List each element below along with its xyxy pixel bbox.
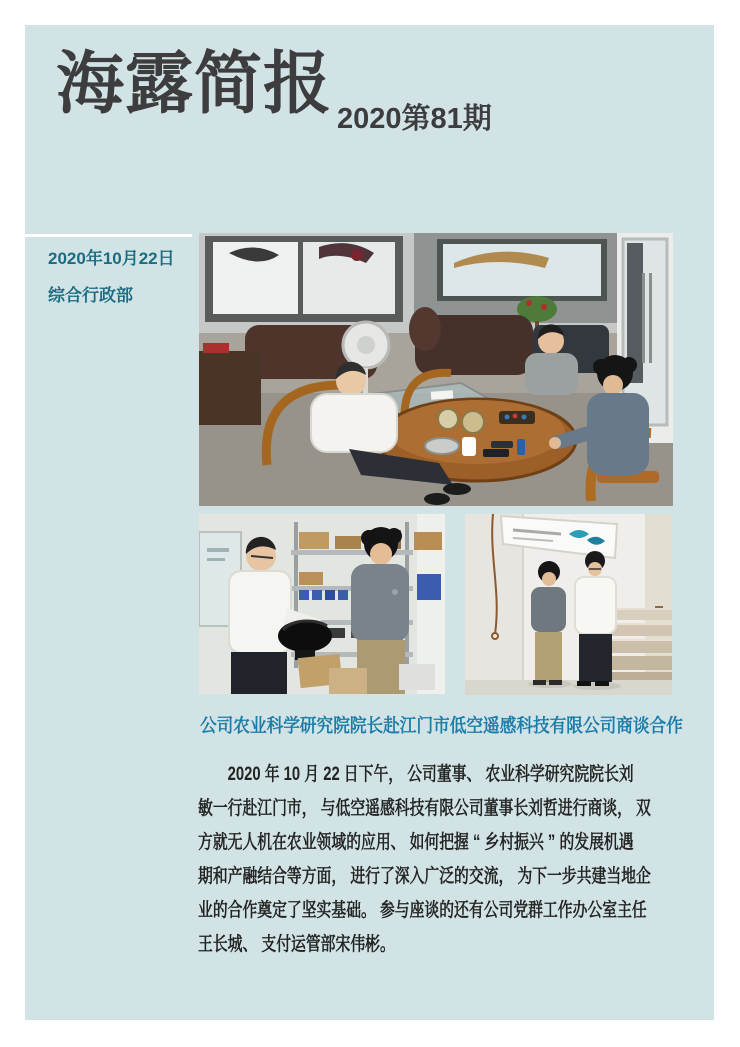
stairwell-group-illustration (465, 514, 672, 695)
body-text-line: 业的合作奠定了坚实基础。 参与座谈的还有公司党群工作办公室主任 (198, 900, 647, 921)
body-text-line: 敏一行赴江门市， 与低空遥感科技有限公司董事长刘哲进行商谈， 双 (198, 798, 651, 819)
photo-stairwell-group-image (465, 514, 672, 695)
equipment-demo-illustration (199, 514, 445, 694)
header-rule (25, 234, 192, 237)
body-text-line: 2020 年 10 月 22 日下午， 公司董事、 农业科学研究院院长刘 (198, 764, 634, 785)
article-body (198, 758, 714, 962)
photo-equipment-demo-image (199, 514, 445, 694)
newsletter-page (25, 25, 714, 1020)
photo-meeting-room-image (199, 233, 673, 506)
meeting-room-illustration (199, 233, 673, 506)
issue-number: 2020第81期 (337, 103, 492, 135)
article-headline: 公司农业科学研究院院长赴江门市低空遥感科技有限公司商谈合作 (200, 715, 683, 736)
body-text-line: 期和产融结合等方面， 进行了深入广泛的交流， 为下一步共建当地企 (198, 866, 651, 887)
masthead-title: 海露简报 (56, 46, 333, 122)
body-text-line: 方就无人机在农业领域的应用、 如何把握 “ 乡村振兴 ” 的发展机遇 (198, 832, 634, 853)
body-text-line: 王长城、 支付运管部宋伟彬。 (198, 934, 395, 955)
department-name: 综合行政部 (48, 286, 133, 305)
publish-date: 2020年10月22日 (48, 249, 175, 268)
